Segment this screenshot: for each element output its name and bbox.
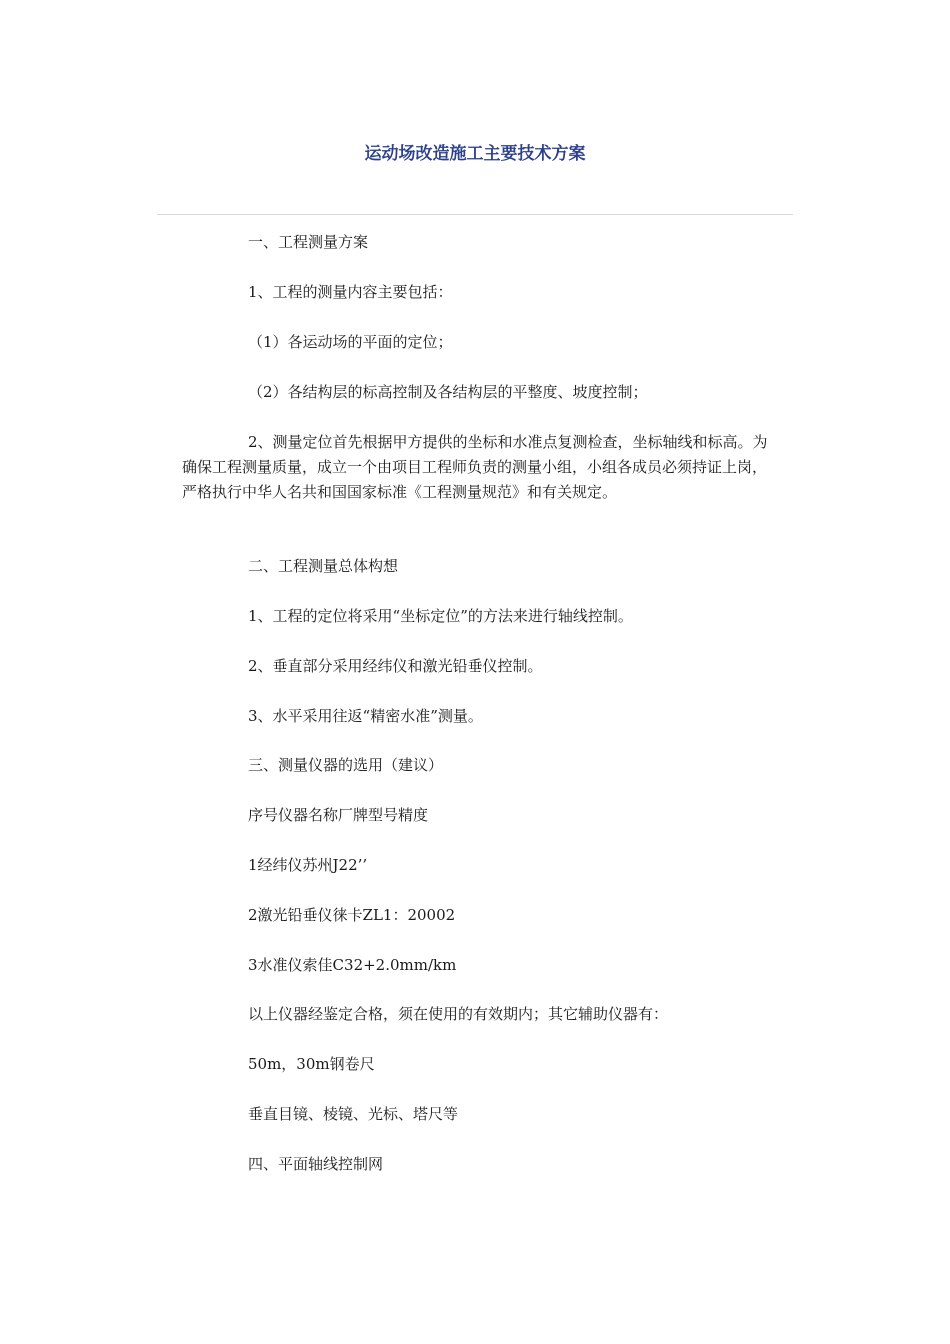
table-row-line: 1经纬仪苏州J22’’ [248,856,368,874]
section-heading-4: 四、平面轴线控制网 [248,1155,384,1173]
paragraph: 1、工程的测量内容主要包括： [248,283,453,301]
list-item: （2）各结构层的标高控制及各结构层的平整度、坡度控制； [248,383,648,401]
paragraph: 3、水平采用往返“精密水准”测量。 [248,707,483,725]
paragraph: 50m，30m钢卷尺 [248,1055,375,1073]
table-row-line: 3水准仪索佳C32+2.0mm/km [248,956,457,974]
paragraph: 以上仪器经鉴定合格，须在使用的有效期内；其它辅助仪器有： [248,1005,669,1023]
paragraph: 2、垂直部分采用经纬仪和激光铅垂仪控制。 [248,657,543,675]
paragraph: 2、测量定位首先根据甲方提供的坐标和水准点复测检查，坐标轴线和标高。为确保工程测量质量，成立一个由项目工程师负责的测量小组，小组各成员必须持证上岗，严格执行中华人名共和国国家标准《工程测量规范》和有关规定。 [182,433,768,501]
title-divider [157,214,793,215]
paragraph: 垂直目镜、棱镜、光标、塔尺等 [248,1105,459,1123]
list-item: （1）各运动场的平面的定位； [248,333,453,351]
section-heading-1: 一、工程测量方案 [248,233,369,251]
table-header-line: 序号仪器名称厂牌型号精度 [248,806,429,824]
table-row-line: 2激光铅垂仪徕卡ZL1：20002 [248,906,456,924]
paragraph: 1、工程的定位将采用“坐标定位”的方法来进行轴线控制。 [248,607,633,625]
document-title: 运动场改造施工主要技术方案 [364,144,586,164]
section-heading-2: 二、工程测量总体构想 [248,557,399,575]
section-heading-3: 三、测量仪器的选用（建议） [248,756,444,774]
